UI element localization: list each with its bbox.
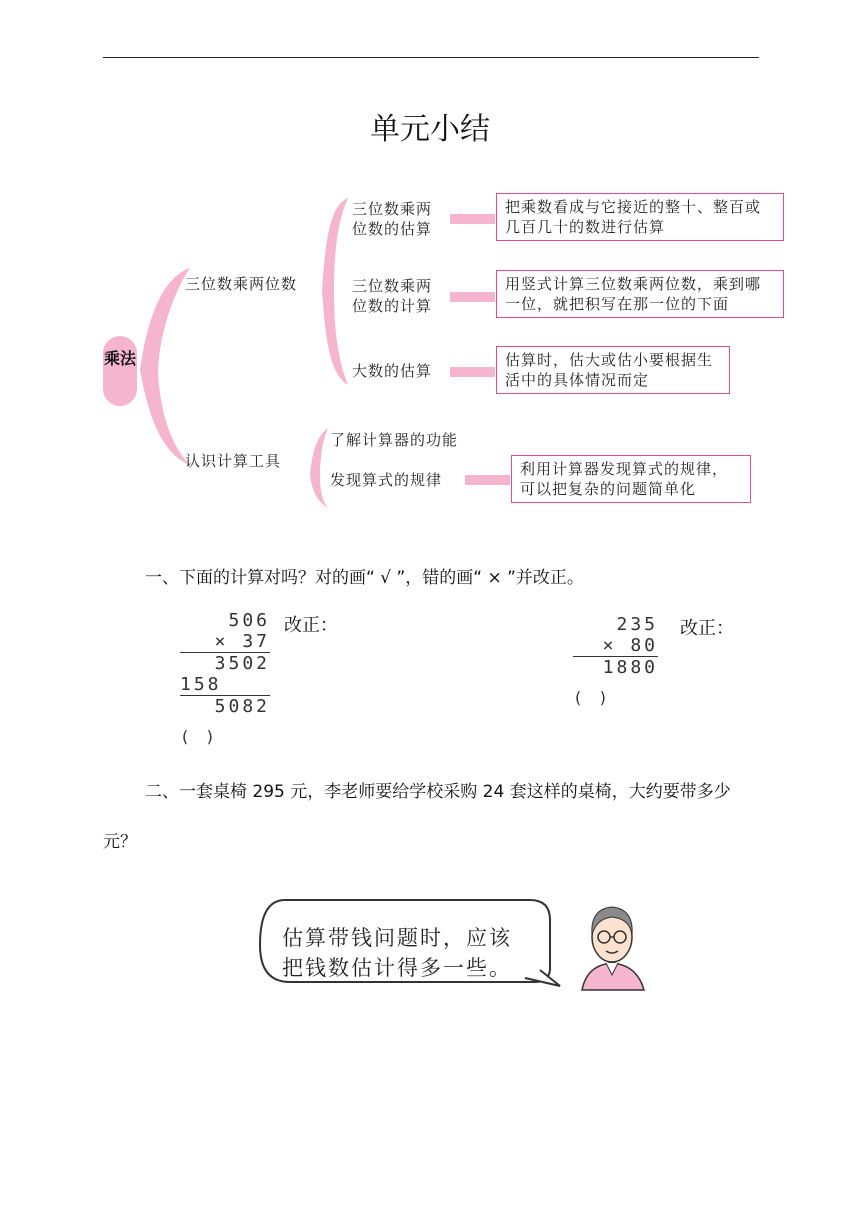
note-big-estimate: 估算时，估大或估小要根据生活中的具体情况而定: [496, 346, 730, 394]
speech-line-1: 估算带钱问题时，应该: [282, 926, 512, 950]
node-calculator-function: 了解计算器的功能: [330, 431, 459, 449]
vertical-calc-2: 235 × 80 1880 ( ): [573, 614, 658, 707]
question-1: 一、下面的计算对吗？对的画“ √ ”，错的画“ × ”并改正。: [145, 568, 584, 588]
page-title: 单元小结: [370, 112, 490, 147]
correction-label-2: 改正：: [680, 618, 734, 639]
node-find-pattern: 发现算式的规律: [330, 471, 443, 489]
branch-calculator: 认识计算工具: [185, 452, 282, 470]
node-compute: 三位数乘两位数的计算: [352, 277, 433, 315]
node-estimate: 三位数乘两位数的估算: [352, 200, 433, 238]
branch-multiply-3by2: 三位数乘两位数: [185, 275, 298, 293]
speech-line-2: 把钱数估计得多一些。: [282, 956, 512, 980]
question-2: 二、一套桌椅 295 元，李老师要给学校采购 24 套这样的桌椅，大约要带多少元？: [103, 782, 731, 852]
note-compute: 用竖式计算三位数乘两位数，乘到哪一位，就把积写在那一位的下面: [496, 270, 784, 318]
note-find-pattern: 利用计算器发现算式的规律，可以把复杂的问题简单化: [511, 455, 751, 503]
correction-label-1: 改正：: [284, 615, 338, 636]
vertical-calc-1: 506 × 37 3502 158 5082 ( ): [180, 610, 270, 746]
node-big-estimate: 大数的估算: [352, 362, 433, 380]
mindmap-root: 乘法: [103, 336, 137, 406]
note-estimate: 把乘数看成与它接近的整十、整百或几百几十的数进行估算: [496, 193, 784, 241]
header-rule: [103, 57, 759, 58]
teacher-illustration: [572, 895, 652, 995]
